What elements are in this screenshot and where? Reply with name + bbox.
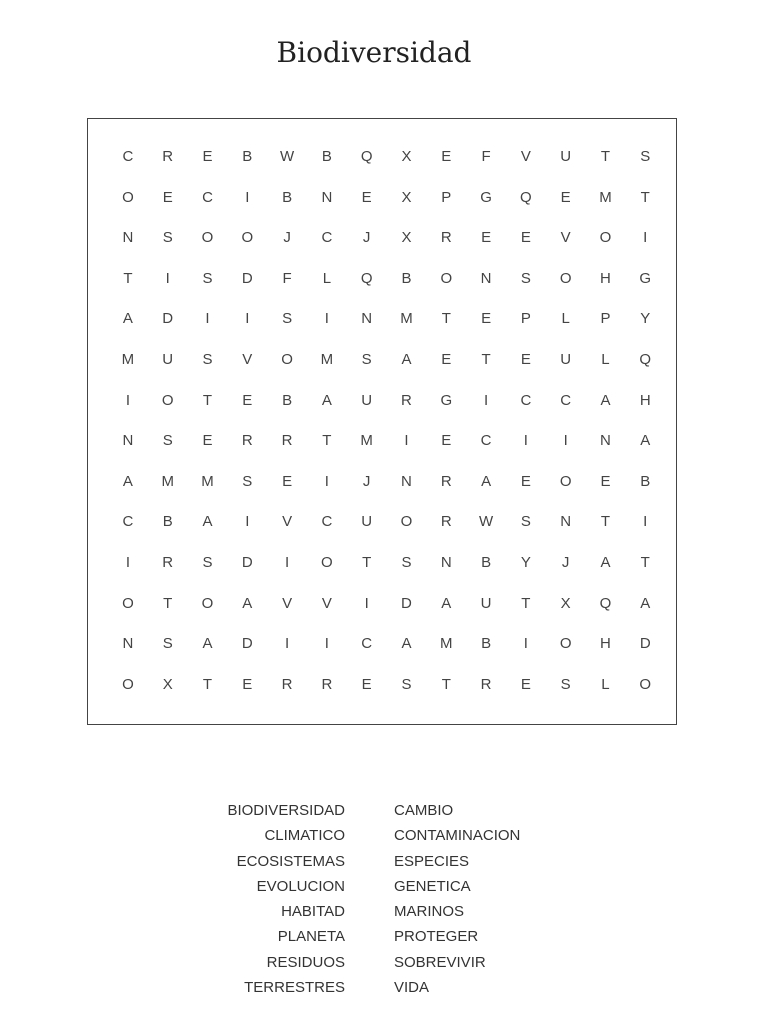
grid-letter: C (480, 432, 492, 450)
grid-letter: M (121, 350, 135, 368)
grid-letter: R (440, 229, 452, 247)
grid-letter: T (163, 594, 173, 612)
grid-letter: A (122, 472, 133, 490)
grid-letter: T (202, 675, 213, 693)
grid-letter: S (202, 350, 213, 368)
grid-letter: U (560, 350, 572, 368)
grid-letter: T (481, 350, 491, 368)
grid-letter: L (601, 350, 610, 368)
grid-letter: E (242, 675, 253, 693)
grid-letter: D (241, 269, 253, 287)
word-list-item: RESIDUOS (266, 953, 345, 971)
grid-letter: O (161, 391, 174, 409)
grid-letter: U (162, 350, 174, 368)
grid-letter: I (285, 635, 290, 653)
grid-letter: A (441, 594, 452, 612)
grid-letter: E (481, 229, 492, 247)
grid-letter: E (242, 391, 253, 409)
grid-letter: A (600, 553, 611, 571)
grid-letter: I (324, 635, 329, 653)
word-list-left-column (227, 798, 345, 1000)
grid-letter: I (324, 310, 329, 328)
grid-letter: M (201, 472, 214, 490)
grid-letter: E (202, 148, 213, 165)
grid-letter: Q (360, 148, 373, 165)
grid-letter: B (481, 635, 492, 653)
grid-letter: W (280, 148, 295, 165)
grid-letter: C (122, 513, 134, 531)
grid-letter: E (600, 472, 611, 490)
grid-letter: O (241, 229, 254, 247)
grid-letter: L (601, 675, 610, 693)
grid-letter: L (561, 310, 570, 328)
grid-letter: X (401, 148, 412, 165)
grid-letter: A (202, 635, 213, 653)
grid-letter: Q (639, 350, 652, 368)
grid-letter: O (281, 350, 293, 368)
word-list-item: ESPECIES (394, 852, 470, 870)
grid-letter: O (201, 594, 214, 612)
grid-letter: I (285, 553, 290, 571)
grid-letter: Q (360, 269, 373, 287)
grid-letter: A (401, 635, 412, 653)
grid-letter: E (441, 350, 452, 368)
grid-letter: B (401, 269, 412, 287)
grid-letter: I (483, 391, 489, 409)
grid-letter: Q (599, 594, 612, 612)
grid-letter: A (202, 513, 213, 531)
grid-letter: B (242, 148, 253, 165)
grid-letter: E (441, 148, 452, 165)
grid-letter: Y (520, 553, 531, 571)
word-list-item: PROTEGER (394, 928, 479, 946)
grid-letter: O (321, 553, 333, 571)
grid-letter: T (441, 310, 451, 328)
grid-letter: S (401, 675, 412, 693)
grid-letter: S (640, 148, 651, 165)
grid-letter: C (122, 148, 134, 165)
grid-letter: P (441, 188, 452, 206)
word-list-item: PLANETA (277, 928, 345, 946)
grid-letter: O (639, 675, 652, 693)
grid-letter: V (242, 350, 253, 368)
grid-letter: N (122, 229, 134, 247)
grid-letter: E (520, 472, 531, 490)
word-list-item: HABITAD (281, 903, 345, 921)
grid-letter: A (640, 432, 651, 450)
grid-letter: T (362, 553, 372, 571)
grid-letter: E (361, 675, 372, 693)
grid-letter: B (481, 553, 492, 571)
grid-letter: C (321, 229, 333, 247)
word-list-item: ECOSISTEMAS (236, 852, 345, 870)
grid-letter: B (640, 472, 651, 490)
grid-letter: E (361, 188, 372, 206)
grid-letter: N (480, 269, 492, 287)
grid-letter: A (401, 350, 412, 368)
grid-letter: J (283, 229, 291, 247)
grid-letter: T (600, 148, 611, 165)
grid-letter: I (404, 432, 409, 450)
grid-letter: T (600, 513, 611, 531)
grid-letter: U (480, 594, 492, 612)
grid-letter: S (282, 310, 293, 328)
grid-letter: W (478, 513, 494, 531)
grid-letter: I (245, 310, 250, 328)
grid-letter: E (560, 188, 571, 206)
grid-letter: U (560, 148, 572, 165)
grid-letter: S (520, 269, 531, 287)
grid-letter: X (401, 229, 412, 247)
grid-letter: H (600, 269, 611, 287)
grid-letter: M (161, 472, 174, 490)
grid-letter: I (643, 513, 648, 531)
grid-letter: X (560, 594, 571, 612)
grid-letter: M (320, 350, 334, 368)
grid-letter: C (520, 391, 532, 409)
grid-letter: E (520, 675, 531, 693)
grid-letter: N (361, 310, 373, 328)
grid-letter: V (520, 148, 531, 165)
grid-letter: G (639, 269, 652, 287)
grid-letter: V (321, 594, 332, 612)
grid-letter: S (162, 229, 173, 247)
grid-letter: I (324, 472, 329, 490)
grid-letter: I (563, 432, 568, 450)
grid-letter: R (480, 675, 492, 693)
grid-letter: O (122, 188, 134, 206)
word-list-item: VIDA (394, 979, 430, 997)
grid-letter: T (441, 675, 451, 693)
grid-letter: O (400, 513, 413, 531)
grid-letter: D (639, 635, 651, 653)
grid-letter: D (241, 553, 253, 571)
grid-letter: E (481, 310, 492, 328)
word-list-item: CONTAMINACION (394, 827, 521, 845)
grid-letter: R (440, 513, 452, 531)
grid-letter: R (162, 148, 174, 165)
grid-letter: E (282, 472, 293, 490)
grid-letter: N (122, 432, 134, 450)
grid-letter: E (202, 432, 213, 450)
grid-letter: L (322, 269, 332, 287)
word-list-item: CAMBIO (394, 802, 454, 819)
word-list-item: SOBREVIVIR (394, 953, 486, 971)
grid-letter: S (162, 635, 173, 653)
grid-letter: S (202, 553, 213, 571)
grid-letter: B (282, 391, 293, 409)
grid-letter: O (122, 594, 134, 612)
grid-letter: N (560, 513, 572, 531)
grid-letter: I (245, 513, 250, 531)
grid-letter: A (122, 310, 133, 328)
grid-letter: M (360, 432, 373, 450)
grid-letter: T (640, 553, 650, 571)
puzzle-grid-frame (87, 118, 677, 725)
word-list-item: EVOLUCION (256, 877, 345, 895)
grid-letter: F (481, 148, 491, 165)
grid-letter: R (281, 675, 293, 693)
grid-letter: S (202, 269, 213, 287)
grid-letter: H (600, 635, 611, 653)
grid-letter: R (162, 553, 174, 571)
word-list-item: BIODIVERSIDAD (227, 802, 345, 819)
grid-letter: I (245, 188, 250, 206)
grid-letter: N (321, 188, 333, 206)
grid-letter: P (520, 310, 531, 328)
grid-letter: J (561, 553, 570, 571)
grid-letter: R (281, 432, 293, 450)
grid-letter: I (125, 391, 130, 409)
grid-letter: P (600, 310, 611, 328)
grid-letter: R (440, 472, 452, 490)
grid-letter: I (523, 432, 528, 450)
letter-grid (108, 137, 665, 705)
grid-letter: C (321, 513, 333, 531)
grid-letter: E (441, 432, 452, 450)
grid-letter: T (202, 391, 213, 409)
grid-letter: G (440, 391, 453, 409)
grid-letter: H (639, 391, 651, 409)
grid-letter: B (282, 188, 293, 206)
grid-letter: I (165, 269, 170, 287)
grid-letter: B (321, 148, 332, 165)
grid-letter: I (364, 594, 369, 612)
grid-letter: X (162, 675, 173, 693)
grid-letter: V (282, 513, 293, 531)
word-list-item: MARINOS (394, 903, 465, 921)
grid-letter: O (559, 635, 572, 653)
grid-letter: I (523, 635, 528, 653)
grid-letter: E (162, 188, 173, 206)
grid-letter: N (122, 635, 134, 653)
grid-letter: T (521, 594, 531, 612)
grid-letter: U (361, 513, 373, 531)
grid-letter: A (321, 391, 332, 409)
grid-letter: S (361, 350, 372, 368)
grid-letter: N (401, 472, 412, 490)
grid-letter: S (560, 675, 571, 693)
grid-letter: D (241, 635, 253, 653)
grid-letter: A (242, 594, 253, 612)
grid-letter: N (440, 553, 452, 571)
grid-letter: O (559, 269, 572, 287)
grid-letter: C (361, 635, 373, 653)
grid-letter: V (282, 594, 293, 612)
grid-letter: Q (520, 188, 532, 206)
grid-letter: O (201, 229, 214, 247)
grid-letter: D (162, 310, 174, 328)
grid-letter: Y (640, 310, 651, 328)
page-title: Biodiversidad (276, 36, 472, 69)
grid-letter: O (440, 269, 453, 287)
grid-letter: R (241, 432, 253, 450)
grid-letter: U (361, 391, 373, 409)
grid-letter: E (520, 350, 531, 368)
grid-letter: C (202, 188, 213, 206)
grid-letter: O (599, 229, 612, 247)
grid-letter: C (560, 391, 572, 409)
grid-letter: O (559, 472, 572, 490)
grid-letter: A (481, 472, 492, 490)
grid-letter: T (640, 188, 650, 206)
grid-letter: I (643, 229, 648, 247)
grid-letter: O (122, 675, 134, 693)
grid-letter: J (362, 229, 371, 247)
grid-letter: J (362, 472, 371, 490)
grid-letter: I (125, 553, 130, 571)
word-list-item: CLIMATICO (264, 827, 345, 845)
grid-letter: R (401, 391, 412, 409)
grid-letter: S (242, 472, 253, 490)
grid-letter: S (520, 513, 531, 531)
grid-letter: G (480, 188, 492, 206)
grid-letter: S (401, 553, 412, 571)
word-list-item: TERRESTRES (244, 979, 345, 997)
grid-letter: R (321, 675, 333, 693)
grid-letter: X (401, 188, 412, 206)
grid-letter: I (205, 310, 210, 328)
word-list-item: GENETICA (394, 877, 471, 895)
grid-letter: B (162, 513, 173, 531)
grid-letter: T (322, 432, 332, 450)
grid-letter: S (162, 432, 173, 450)
grid-letter: V (560, 229, 571, 247)
grid-letter: M (440, 635, 453, 653)
grid-letter: M (400, 310, 413, 328)
grid-letter: D (401, 594, 412, 612)
grid-letter: F (282, 269, 292, 287)
grid-letter: M (599, 188, 612, 206)
grid-letter: T (123, 269, 133, 287)
grid-letter: A (600, 391, 611, 409)
grid-letter: N (600, 432, 611, 450)
word-list-right-column (394, 798, 520, 1000)
grid-letter: E (520, 229, 531, 247)
grid-letter: A (640, 594, 651, 612)
